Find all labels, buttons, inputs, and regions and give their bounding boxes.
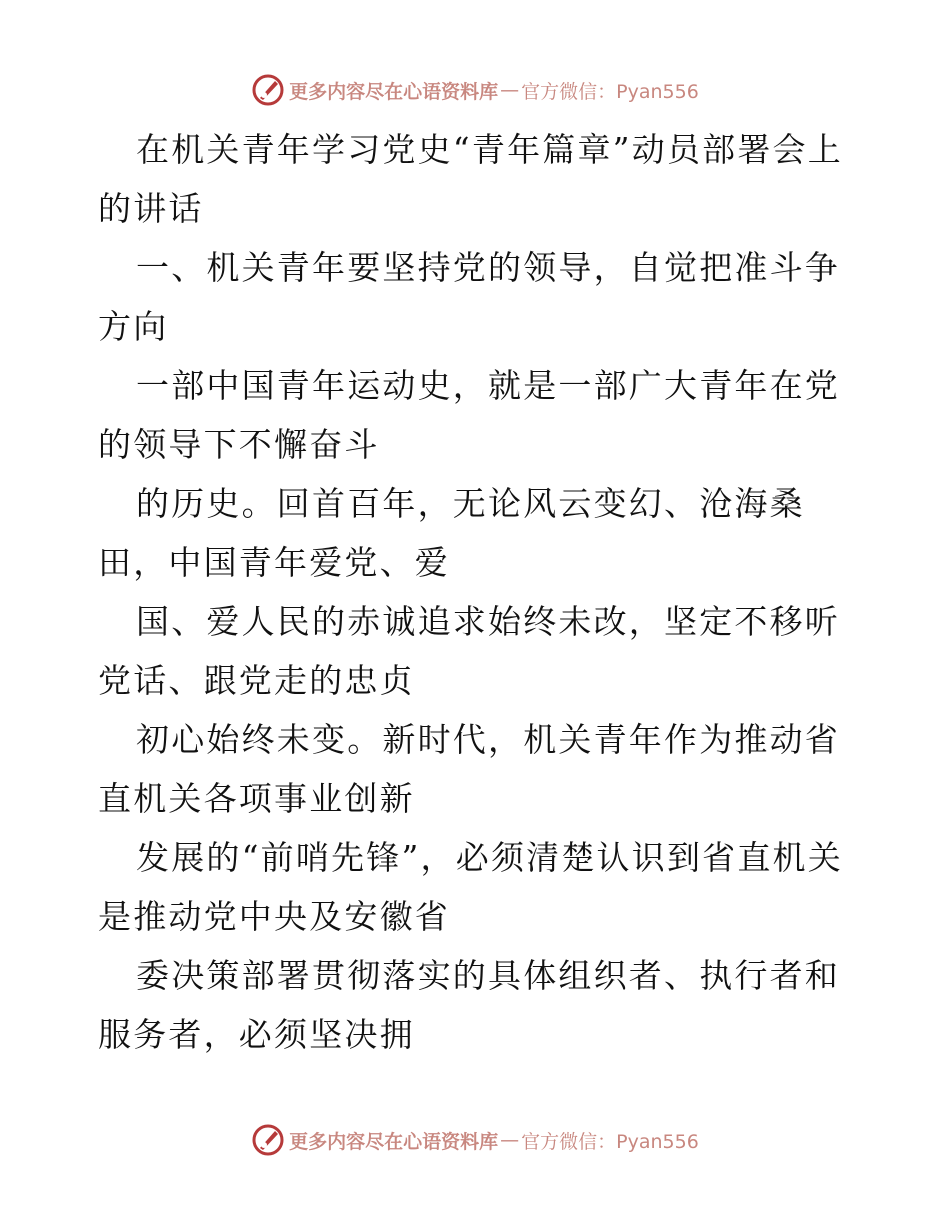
banner-main-text: 更多内容尽在心语资料库 <box>289 1130 499 1153</box>
banner-main-text: 更多内容尽在心语资料库 <box>289 80 499 103</box>
document-title: 在机关青年学习党史“青年篇章”动员部署会上的讲话 <box>98 130 843 228</box>
section-heading: 一、机关青年要坚持党的领导，自觉把准斗争方向 <box>98 248 840 346</box>
quill-logo-icon <box>251 73 285 107</box>
body-paragraph-4: 初心始终未变。新时代，机关青年作为推动省直机关各项事业创新 <box>98 720 840 818</box>
document-body <box>98 120 858 1064</box>
banner-contact-text: 官方微信：Pyan556 <box>521 1130 699 1153</box>
banner-separator: — <box>500 1129 520 1151</box>
header-watermark-banner <box>0 70 950 110</box>
quill-logo-icon <box>251 1123 285 1157</box>
body-paragraph-1: 一部中国青年运动史，就是一部广大青年在党的领导下不懈奋斗 <box>98 366 840 464</box>
banner-separator: — <box>500 79 520 101</box>
footer-watermark-banner <box>0 1120 950 1160</box>
banner-contact-text: 官方微信：Pyan556 <box>521 80 699 103</box>
body-paragraph-2: 的历史。回首百年，无论风云变幻、沧海桑田，中国青年爱党、爱 <box>98 484 805 582</box>
body-paragraph-3: 国、爱人民的赤诚追求始终未改，坚定不移听党话、跟党走的忠贞 <box>98 602 840 700</box>
body-paragraph-5: 发展的“前哨先锋”，必须清楚认识到省直机关是推动党中央及安徽省 <box>98 838 843 936</box>
body-paragraph-6: 委决策部署贯彻落实的具体组织者、执行者和服务者，必须坚决拥 <box>98 956 840 1054</box>
